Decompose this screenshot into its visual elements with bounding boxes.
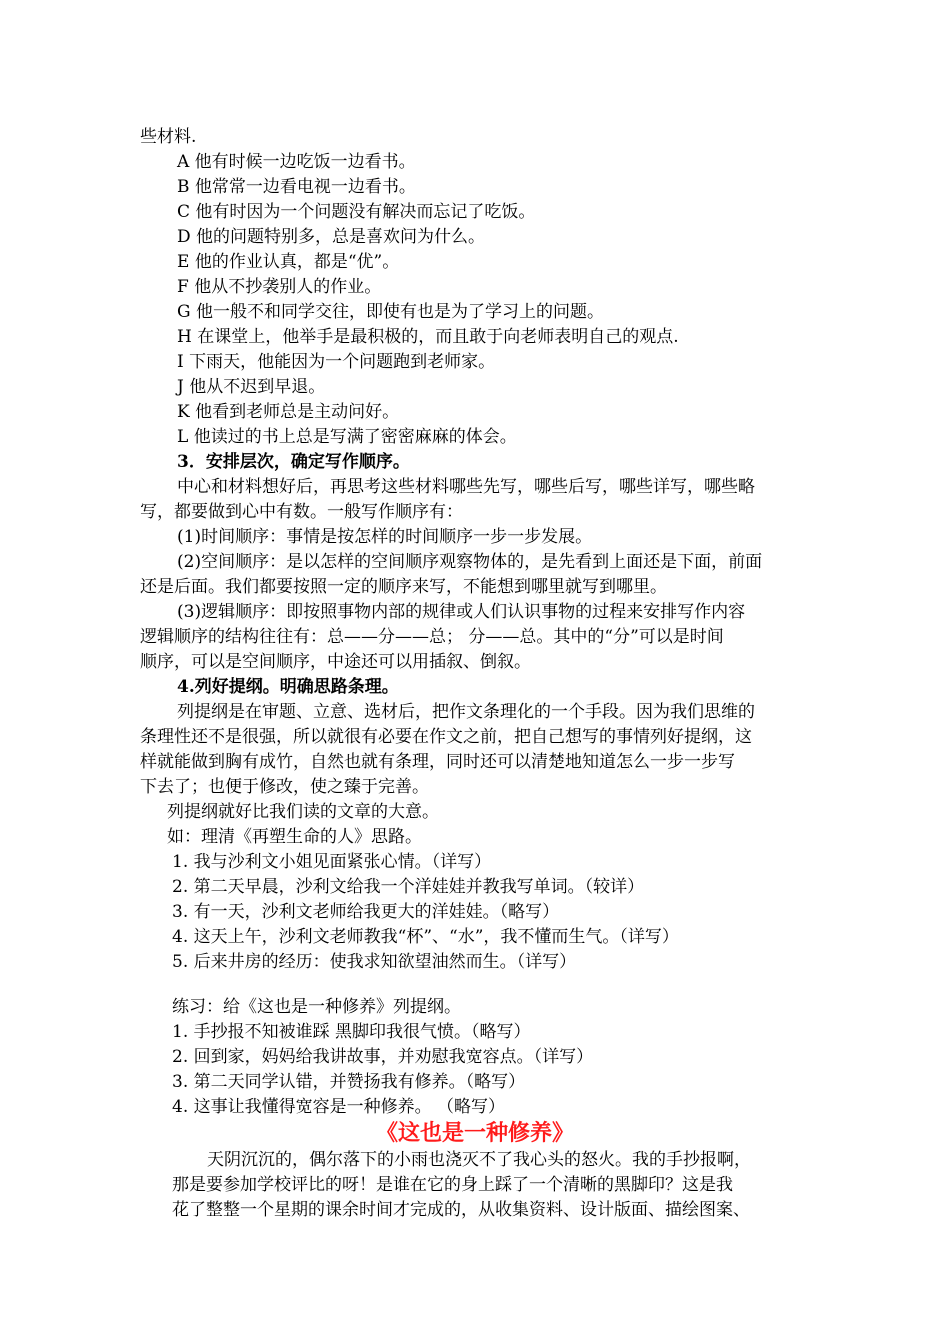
exercise-item: 2. 回到家，妈妈给我讲故事，并劝慰我宽容点。（详写）: [172, 1047, 594, 1067]
list-item: K 他看到老师总是主动问好。: [177, 402, 400, 422]
list-item: F 他从不抄袭别人的作业。: [177, 277, 382, 297]
paragraph-line: 写，都要做到心中有数。一般写作顺序有：: [140, 502, 463, 522]
outline-item: 5. 后来井房的经历：使我求知欲望油然而生。（详写）: [172, 952, 577, 972]
list-item: A 他有时候一边吃饭一边看书。: [177, 152, 416, 172]
paragraph-line: (1)时间顺序：事情是按怎样的时间顺序一步一步发展。: [177, 527, 593, 547]
list-item: I 下雨天，他能因为一个问题跑到老师家。: [177, 352, 496, 372]
outline-item: 3. 有一天，沙利文老师给我更大的洋娃娃。（略写）: [172, 902, 560, 922]
paragraph-line: (3)逻辑顺序：即按照事物内部的规律或人们认识事物的过程来安排写作内容: [177, 602, 746, 622]
essay-line: 天阴沉沉的，偶尔落下的小雨也浇灭不了我心头的怒火。我的手抄报啊，: [207, 1150, 751, 1170]
section-heading: 3．安排层次，确定写作顺序。: [177, 452, 410, 472]
exercise-heading: 练习：给《这也是一种修养》列提纲。: [172, 997, 461, 1017]
list-item: L 他读过的书上总是写满了密密麻麻的体会。: [177, 427, 517, 447]
list-item: H 在课堂上，他举手是最积极的，而且敢于向老师表明自己的观点.: [177, 327, 679, 347]
essay-line: 那是要参加学校评比的呀！是谁在它的身上踩了一个清晰的黑脚印？这是我: [172, 1175, 733, 1195]
essay-title: 《这也是一种修养》: [375, 1121, 574, 1146]
paragraph-line: 如：理清《再塑生命的人》思路。: [167, 827, 422, 847]
essay-line: 花了整整一个星期的课余时间才完成的，从收集资料、设计版面、描绘图案、: [172, 1200, 750, 1220]
list-item: E 他的作业认真，都是“优”。: [177, 252, 400, 272]
exercise-item: 1. 手抄报不知被谁踩 黑脚印我很气愤。（略写）: [172, 1022, 531, 1042]
paragraph-line: 中心和材料想好后，再思考这些材料哪些先写，哪些后写，哪些详写，哪些略: [177, 477, 755, 497]
list-item: D 他的问题特别多，总是喜欢问为什么。: [177, 227, 486, 247]
paragraph-line: 顺序，可以是空间顺序，中途还可以用插叙、倒叙。: [140, 652, 531, 672]
paragraph-line: 条理性还不是很强，所以就很有必要在作文之前，把自己想写的事情列好提纲，这: [140, 727, 752, 747]
list-item: G 他一般不和同学交往，即使有也是为了学习上的问题。: [177, 302, 604, 322]
outline-item: 2. 第二天早晨，沙利文给我一个洋娃娃并教我写单词。（较详）: [172, 877, 645, 897]
outline-item: 1. 我与沙利文小姐见面紧张心情。（详写）: [172, 852, 492, 872]
list-item: C 他有时因为一个问题没有解决而忘记了吃饭。: [177, 202, 536, 222]
paragraph-line: 列提纲就好比我们读的文章的大意。: [167, 802, 439, 822]
outline-item: 4. 这天上午，沙利文老师教我“杯”、“水”，我不懂而生气。（详写）: [172, 927, 679, 947]
exercise-item: 3. 第二天同学认错，并赞扬我有修养。（略写）: [172, 1072, 526, 1092]
paragraph-line: (2)空间顺序：是以怎样的空间顺序观察物体的，是先看到上面还是下面，前面: [177, 552, 763, 572]
exercise-item: 4. 这事让我懂得宽容是一种修养。 （略写）: [172, 1097, 506, 1117]
list-item: J 他从不迟到早退。: [177, 377, 326, 397]
text-line: 些材料.: [140, 127, 197, 147]
paragraph-line: 逻辑顺序的结构往往有：总——分——总； 分——总。其中的“分”可以是时间: [140, 627, 724, 647]
paragraph-line: 样就能做到胸有成竹，自然也就有条理，同时还可以清楚地知道怎么一步一步写: [140, 752, 735, 772]
list-item: B 他常常一边看电视一边看书。: [177, 177, 416, 197]
section-heading: 4.列好提纲。明确思路条理。: [177, 677, 399, 697]
paragraph-line: 列提纲是在审题、立意、选材后，把作文条理化的一个手段。因为我们思维的: [177, 702, 755, 722]
paragraph-line: 还是后面。我们都要按照一定的顺序来写，不能想到哪里就写到哪里。: [140, 577, 667, 597]
paragraph-line: 下去了；也便于修改，使之臻于完善。: [140, 777, 429, 797]
